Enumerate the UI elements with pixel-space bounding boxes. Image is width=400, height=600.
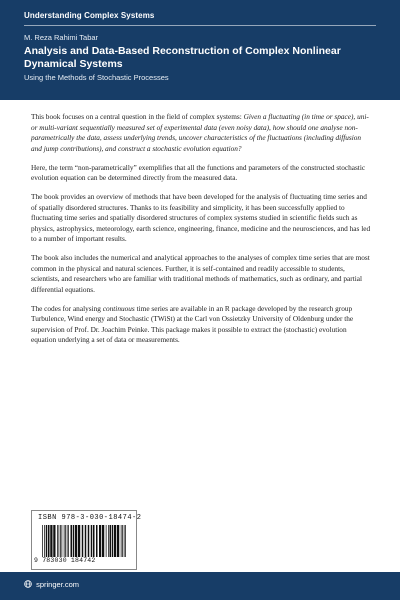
blurb-paragraph-4: The book also includes the numerical and analytical approaches to the analyses of complex time series that are most common in the physical and natural sciences. Further, it is self-contained and readily accessible to students, scientists, and researchers who are familiar with traditional methods of mathematics, such as ordinary, and partial differential equations. [31,253,370,294]
book-subtitle: Using the Methods of Stochastic Processes [24,73,169,82]
blurb-p1-lead: This book focuses on a central question in the field of complex systems: [31,112,244,121]
barcode-bar [102,525,104,557]
barcode-bar [122,525,123,557]
barcode-bar [78,525,80,557]
publisher-url: springer.com [36,580,80,589]
barcode-bar [117,525,119,557]
barcode-bar [48,525,50,557]
isbn-barcode [31,510,142,570]
blurb-p1-question: Given a fluctuating (in time or space), uni- or multi-variant sequentially measured set of experimental data (even noisy data), how should one analyse non-parametrically the data, assess underlying trends, uncover characteristics of the fluctuations (including diffusion and jump contributions), and construct a stochastic evolution equation? [31,112,369,153]
barcode-bar [42,525,43,557]
series-name: Understanding Complex Systems [24,11,155,20]
barcode-bar [110,525,112,557]
barcode-bar [60,525,61,557]
barcode-bar [82,525,84,557]
barcode-bar [75,525,77,557]
publisher-link[interactable] [24,580,79,589]
barcode-bar [46,525,48,557]
blurb-paragraph-3: The book provides an overview of methods that have been developed for the analysis of fluctuating time series and of spatially disordered structures. Thanks to its feasibility and simplicity, it has been successfully applied to fluctuating time series and spatially disordered structures of complex systems studied in scientific fields such as physics, astrophysics, meteorology, earth science, engineering, finance, medicine and the neurosciences, and has led to a number of important results. [31,192,371,243]
blurb-paragraph-1 [31,112,372,154]
barcode-bars [42,525,128,557]
barcode-digits: 9 783030 184742 [34,557,96,564]
barcode-bar [125,525,126,557]
book-title-line-2: Dynamical Systems [24,57,123,70]
book-title [24,45,364,70]
barcode-bar [93,525,95,557]
barcode-bar [108,525,109,557]
blurb-p5-rest: time series are available in an R package developed by the research group Turbulence, Wind energy and Stochastic (TWiSt) at the Carl von Ossietzky University of Oldenburg under the supervision of Prof. Dr. Joachim Peinke. This package makes it possible to extract the (stochastic) evolution equation underlying a set of data or measurements. [31,303,354,344]
barcode-bar [121,525,122,557]
barcode-bar [50,525,52,557]
cover-footer [0,572,400,600]
barcode-bar [71,525,73,557]
barcode-bar [99,525,101,557]
cover-header [0,0,400,100]
barcode-bar [64,525,65,557]
barcode-bar [85,525,87,557]
globe-icon [24,580,32,588]
barcode-bar [65,525,66,557]
book-title-line-1: Analysis and Data-Based Reconstruction of Complex Nonlinear [24,45,341,57]
blurb-paragraph-5 [31,304,372,346]
blurb-p5-lead: The codes for analysing [31,303,103,313]
isbn-label: ISBN 978-3-030-18474-2 [38,514,142,522]
barcode-bar [57,525,58,557]
barcode-bar [88,525,90,557]
barcode-bar [53,525,55,557]
barcode-bar [67,525,68,557]
barcode-bar [114,525,116,557]
barcode-bar [91,525,93,557]
author-name: M. Reza Rahimi Tabar [24,33,99,42]
barcode-bar [106,525,107,557]
barcode-bar [96,525,98,557]
blurb-text [31,112,372,354]
blurb-p5-italic: continuous [102,303,135,313]
barcode-bar [62,525,63,557]
header-divider [24,25,376,26]
barcode-bar [68,525,69,557]
barcode-bar [73,525,75,557]
barcode-bar [44,525,45,557]
barcode-bar [124,525,125,557]
barcode-bar [59,525,60,557]
blurb-paragraph-2: Here, the term “non-parametrically” exemplifies that all the functions and parameters of the constructed stochastic evolution equation can be determined directly from the measured data. [31,162,366,182]
barcode-bar [112,525,114,557]
